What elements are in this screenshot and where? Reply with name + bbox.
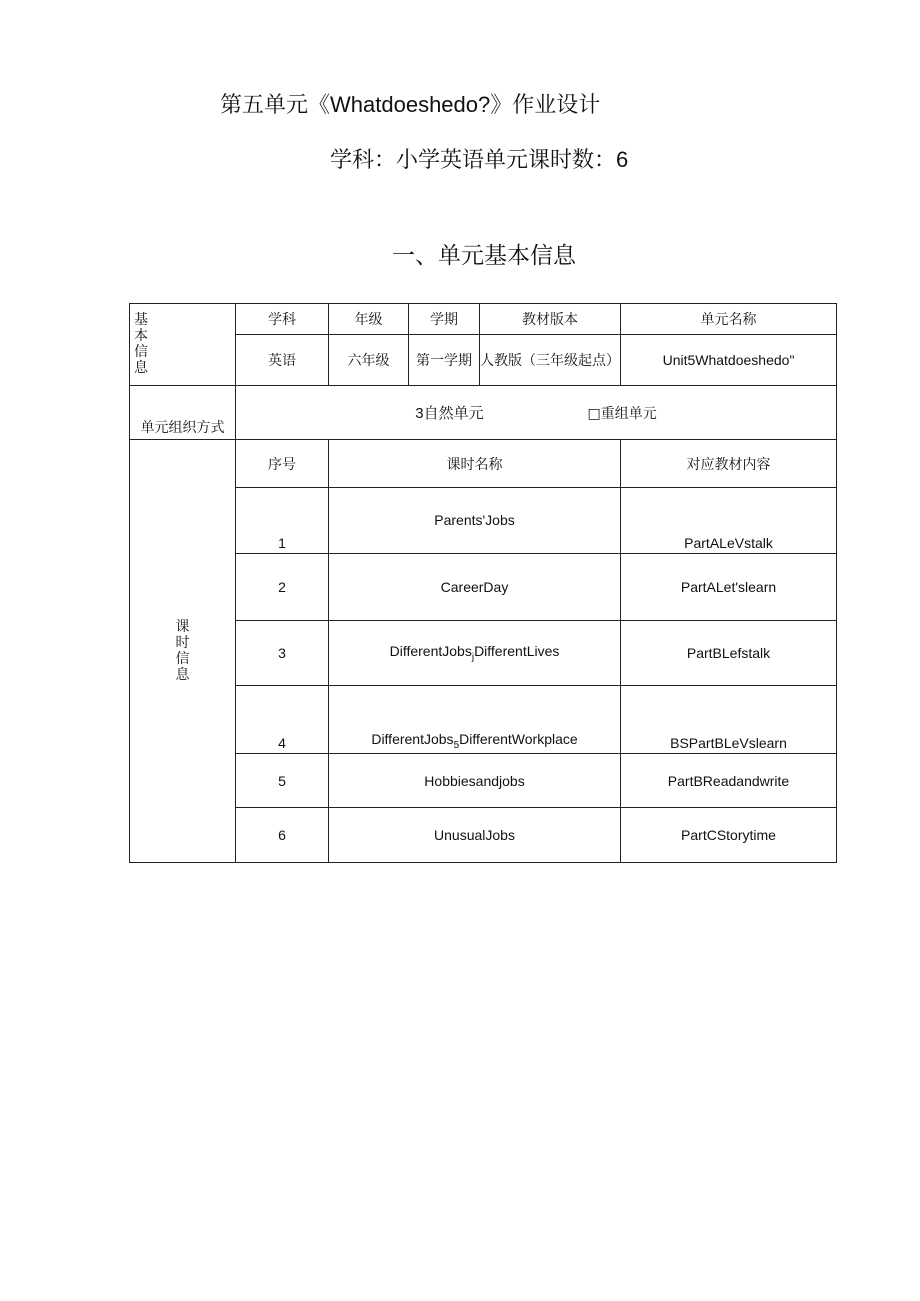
lesson-content: PartBLefstalk (621, 621, 837, 686)
lesson-row (130, 488, 837, 554)
lesson-no: 5 (236, 754, 329, 808)
lesson-name-part: DifferentWorkplace (459, 731, 578, 747)
lesson-row (130, 621, 837, 686)
organization-row (130, 386, 837, 440)
lesson-name-part: DifferentJobs (371, 731, 454, 747)
lesson-name (329, 686, 621, 754)
lesson-content: BSPartBLeVslearn (621, 686, 837, 754)
title-suffix: 》作业设计 (490, 93, 601, 118)
lesson-name (329, 621, 621, 686)
header-grade: 年级 (329, 304, 409, 335)
lesson-name-separator: 5 (453, 740, 460, 751)
lesson-name: Hobbiesandjobs (329, 754, 621, 808)
header-lesson-name: 课时名称 (329, 440, 621, 488)
lesson-name: UnusualJobs (329, 808, 621, 863)
lesson-name: CareerDay (329, 554, 621, 621)
lessons-label-text: 课时信息 (175, 619, 190, 683)
lesson-content: PartBReadandwrite (621, 754, 837, 808)
lesson-row (130, 808, 837, 863)
lesson-no: 2 (236, 554, 329, 621)
organization-options (236, 386, 837, 440)
option-regroup-unit: □重组单元 (587, 406, 657, 422)
header-lesson-no: 序号 (236, 440, 329, 488)
lesson-row (130, 686, 837, 754)
lessons-header-row (130, 440, 837, 488)
lesson-name-part: DifferentLives (474, 643, 560, 659)
value-term: 第一学期 (409, 335, 480, 386)
header-edition: 教材版本 (480, 304, 621, 335)
lesson-name-separator: j (471, 652, 475, 663)
lesson-content: PartCStorytime (621, 808, 837, 863)
lesson-row (130, 554, 837, 621)
lesson-content: PartALeVstalk (621, 488, 837, 554)
lesson-no: 6 (236, 808, 329, 863)
value-grade: 六年级 (329, 335, 409, 386)
header-unit-name: 单元名称 (621, 304, 837, 335)
basic-info-label (130, 304, 236, 386)
option-natural-unit: 3自然单元 (415, 405, 484, 422)
lesson-row (130, 754, 837, 808)
lesson-name: Parents'Jobs (329, 488, 621, 554)
value-subject: 英语 (236, 335, 329, 386)
section-heading: 一、单元基本信息 (392, 243, 576, 269)
lesson-no: 1 (236, 488, 329, 554)
subtitle-lesson-count: 6 (616, 147, 629, 172)
header-term: 学期 (409, 304, 480, 335)
lesson-no: 4 (236, 686, 329, 754)
header-subject: 学科 (236, 304, 329, 335)
subtitle-text: 学科：小学英语单元课时数： (330, 148, 617, 173)
lesson-name-part: DifferentJobs (389, 643, 472, 659)
document-subtitle (330, 143, 628, 174)
organization-label: 单元组织方式 (130, 386, 236, 440)
basic-info-label-text: 基本信息 (134, 312, 148, 376)
header-lesson-content: 对应教材内容 (621, 440, 837, 488)
lesson-no: 3 (236, 621, 329, 686)
document-title (220, 88, 600, 119)
value-unit-name: Unit5Whatdoeshedo" (621, 335, 837, 386)
value-edition: 人教版（三年级起点） (480, 335, 621, 386)
title-unit-name: Whatdoeshedo? (330, 92, 491, 117)
lesson-content: PartALet'slearn (621, 554, 837, 621)
unit-info-table (129, 303, 837, 863)
basic-info-value-row (130, 335, 837, 386)
title-prefix: 第五单元《 (220, 93, 331, 118)
lessons-label (130, 440, 236, 863)
basic-info-header-row (130, 304, 837, 335)
